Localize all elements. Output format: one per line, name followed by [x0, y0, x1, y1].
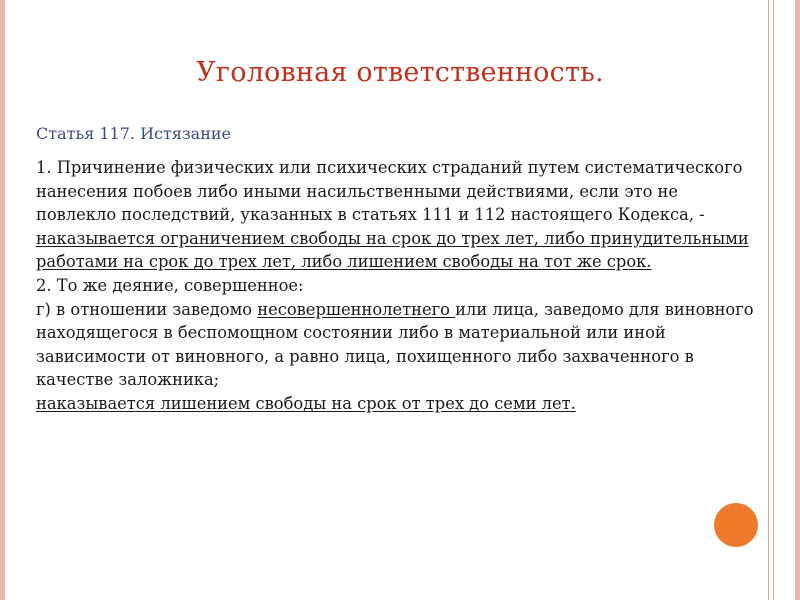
slide-title: Уголовная ответственность. — [196, 57, 604, 88]
paragraph-2: 2. То же деяние, совершенное: — [36, 275, 304, 295]
decorative-rule — [773, 0, 774, 600]
item-g-rest: или лица, заведомо для виновного находящегося в беспомощном состоянии либо в материальной или иной зависимости от виновного, а равно лица, похищенного либо захваченного в качестве заложника; — [36, 299, 754, 390]
article-subtitle: Статья 117. Истязание — [36, 124, 232, 143]
decorative-circle — [714, 503, 758, 547]
item-g-start: г) в отношении заведомо — [36, 299, 258, 319]
item-g-minor: несовершеннолетнего — [257, 299, 456, 319]
decorative-rule — [768, 0, 769, 600]
penalty-2: наказывается лишением свободы на срок от трех до семи лет. — [36, 393, 576, 413]
paragraph-2-item-g — [36, 298, 761, 392]
penalty-1: наказывается ограничением свободы на срок до трех лет, либо принудительными работами на срок до трех лет, либо лишением свободы на тот же срок. — [36, 228, 749, 272]
paragraph-1: 1. Причинение физических или психических страданий путем систематического нанесения побоев либо иными насильственными действиями, если это не повлекло последствий, указанных в статьях 111 и 112 настоящего Кодекса, - — [36, 158, 743, 225]
slide-body — [36, 156, 761, 416]
